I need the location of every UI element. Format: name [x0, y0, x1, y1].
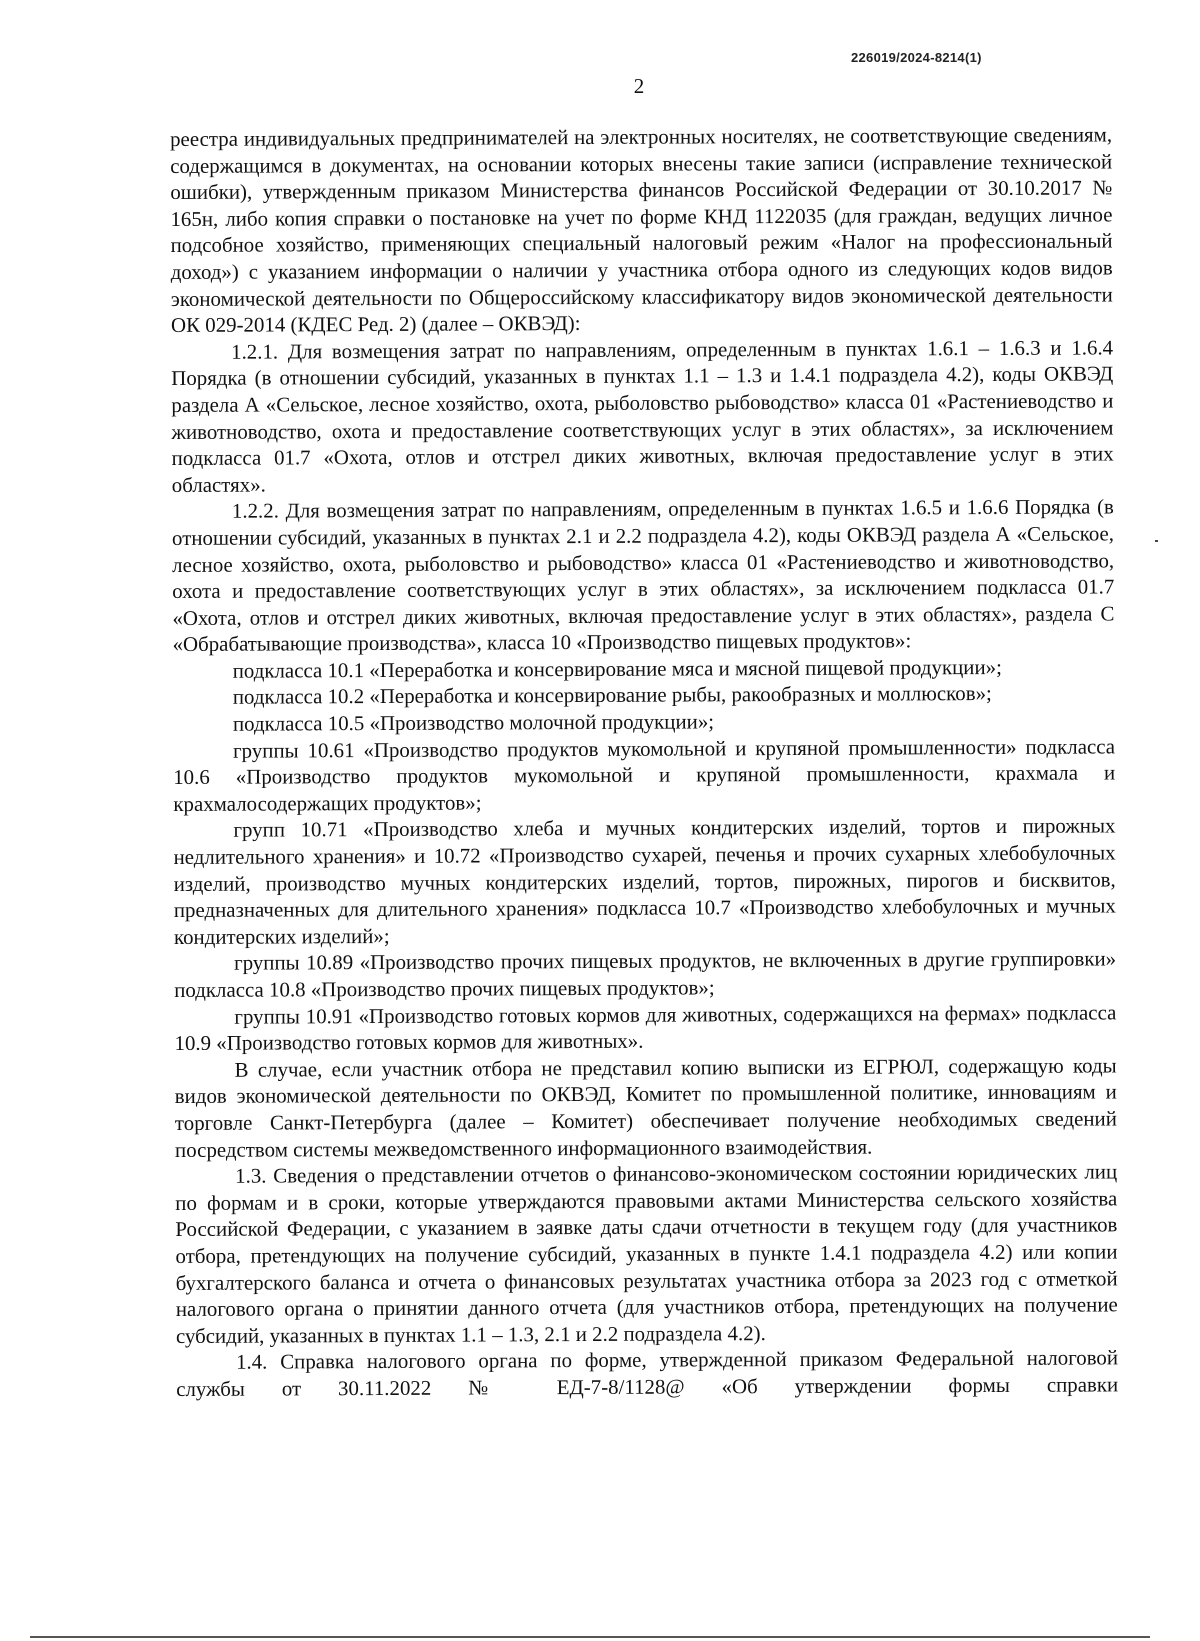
list-item-subclass-10-1: подкласса 10.1 «Переработка и консервирование мяса и мясной пищевой продукции»;: [232, 654, 1002, 683]
list-item-subclass-10-5: подкласса 10.5 «Производство молочной продукции»;: [232, 709, 715, 736]
scan-margin-mark: [1155, 540, 1158, 542]
scan-bottom-edge-line: [30, 1636, 1150, 1638]
list-item-group-10-91: группы 10.91 «Производство готовых кормов для животных, содержащихся на фермах» подкласса 10.9 «Производство готовых кормов для животных».: [174, 999, 1117, 1056]
page-number: 2: [633, 74, 645, 98]
paragraph-1-2-1: 1.2.1. Для возмещения затрат по направлениям, определенным в пунктах 1.6.1 – 1.6.3 и 1.6.4 Порядка (в отношении субсидий, указанных в пунктах 1.1 – 1.3 и 1.4.1 подраздела 4.2), коды ОКВЭД раздела А «Сельское, лесное хозяйство, охота, рыболовство рыбоводство» класса 01 «Растениеводство и животноводство, охота и предоставление соответствующих услуг в этих областях», за исключением подкласса 01.7 «Охота, отлов и отстрел диких животных, включая предоставление услуг в этих областях».: [171, 335, 1114, 497]
paragraph-1-2-2: 1.2.2. Для возмещения затрат по направлениям, определенным в пунктах 1.6.5 и 1.6.6 Порядка (в отношении субсидий, указанных в пунктах 2.1 и 2.2 подраздела 4.2), коды ОКВЭД раздела А «Сельское, лесное хозяйство, охота, рыболовство и рыбоводство» класса 01 «Растениеводство и животноводство, охота и предоставление соответствующих услуг в этих областях», за исключением подкласса 01.7 «Охота, отлов и отстрел диких животных, включая предоставление услуг в этих областях», раздела С «Обрабатывающие производства», класса 10 «Производство пищевых продуктов»:: [171, 494, 1115, 657]
paragraph-1-4: 1.4. Справка налогового органа по форме, утвержденной приказом Федеральной налоговой службы от 30.11.2022 № ЕД-7-8/1128@ «Об утверждении формы справки: [176, 1345, 1119, 1401]
paragraph-egrul-note: В случае, если участник отбора не представил копию выписки из ЕГРЮЛ, содержащую коды видов экономической деятельности по ОКВЭД, Комитет по промышленной политике, инновациям и торговле Санкт-Петербурга (далее – Комитет) обеспечивает получение необходимых сведений посредством системы межведомственного информационного взаимодействия.: [174, 1053, 1117, 1162]
list-item-subclass-10-2: подкласса 10.2 «Переработка и консервирование рыбы, ракообразных и моллюсков»;: [232, 681, 992, 710]
paragraph-egrip-continuation: реестра индивидуальных предпринимателей на электронных носителях, не соответствующие сведениям, содержащимся в документах, на основании которых внесены такие записи (исправление технической ошибки), утвержденным приказом Министерства финансов Российской Федерации от 30.10.2017 № 165н, либо копия справки о постановке на учет по форме КНД 1122035 (для граждан, ведущих личное подсобное хозяйство, применяющих специальный налоговый режим «Налог на профессиональный доход») с указанием информации о наличии у участника отбора одного из следующих кодов видов экономической деятельности по Общероссийскому классификатору видов экономической деятельности ОК 029-2014 (КДЕС Ред. 2) (далее – ОКВЭД):: [170, 122, 1113, 338]
list-item-group-10-61: группы 10.61 «Производство продуктов мукомольной и крупяной промышленности» подкласса 10.6 «Производство продуктов мукомольной и крупяной промышленности, крахмала и крахмалосодержащих продуктов»;: [173, 734, 1116, 816]
document-registration-number: 226019/2024-8214(1): [851, 50, 982, 65]
document-body: [170, 121, 1118, 1402]
list-item-group-10-89: группы 10.89 «Производство прочих пищевых продуктов, не включенных в другие группировки» подкласса 10.8 «Производство прочих пищевых продуктов»;: [174, 946, 1117, 1002]
list-item-groups-10-71-10-72: групп 10.71 «Производство хлеба и мучных кондитерских изделий, тортов и пирожных недлительного хранения» и 10.72 «Производство сухарей, печенья и прочих сухарных хлебобулочных изделий, производство мучных кондитерских изделий, тортов, пирожных, пирогов и бисквитов, предназначенных для длительного хранения» подкласса 10.7 «Производство хлебобулочных и мучных кондитерских изделий»;: [173, 813, 1116, 949]
paragraph-1-3: 1.3. Сведения о представлении отчетов о финансово-экономическом состоянии юридических лиц по формам и в сроки, которые утверждаются правовыми актами Министерства сельского хозяйства Российской Федерации, с указанием в заявке даты сдачи отчетности в текущем году (для участников отбора, претендующих на получение субсидий, указанных в пункте 1.4.1 подраздела 4.2) или копии бухгалтерского баланса и отчета о финансовых результатах участника отбора за 2023 год с отметкой налогового органа о принятии данного отчета (для участников отбора, претендующих на получение субсидий, указанных в пунктах 1.1 – 1.3, 2.1 и 2.2 подраздела 4.2).: [175, 1159, 1118, 1348]
